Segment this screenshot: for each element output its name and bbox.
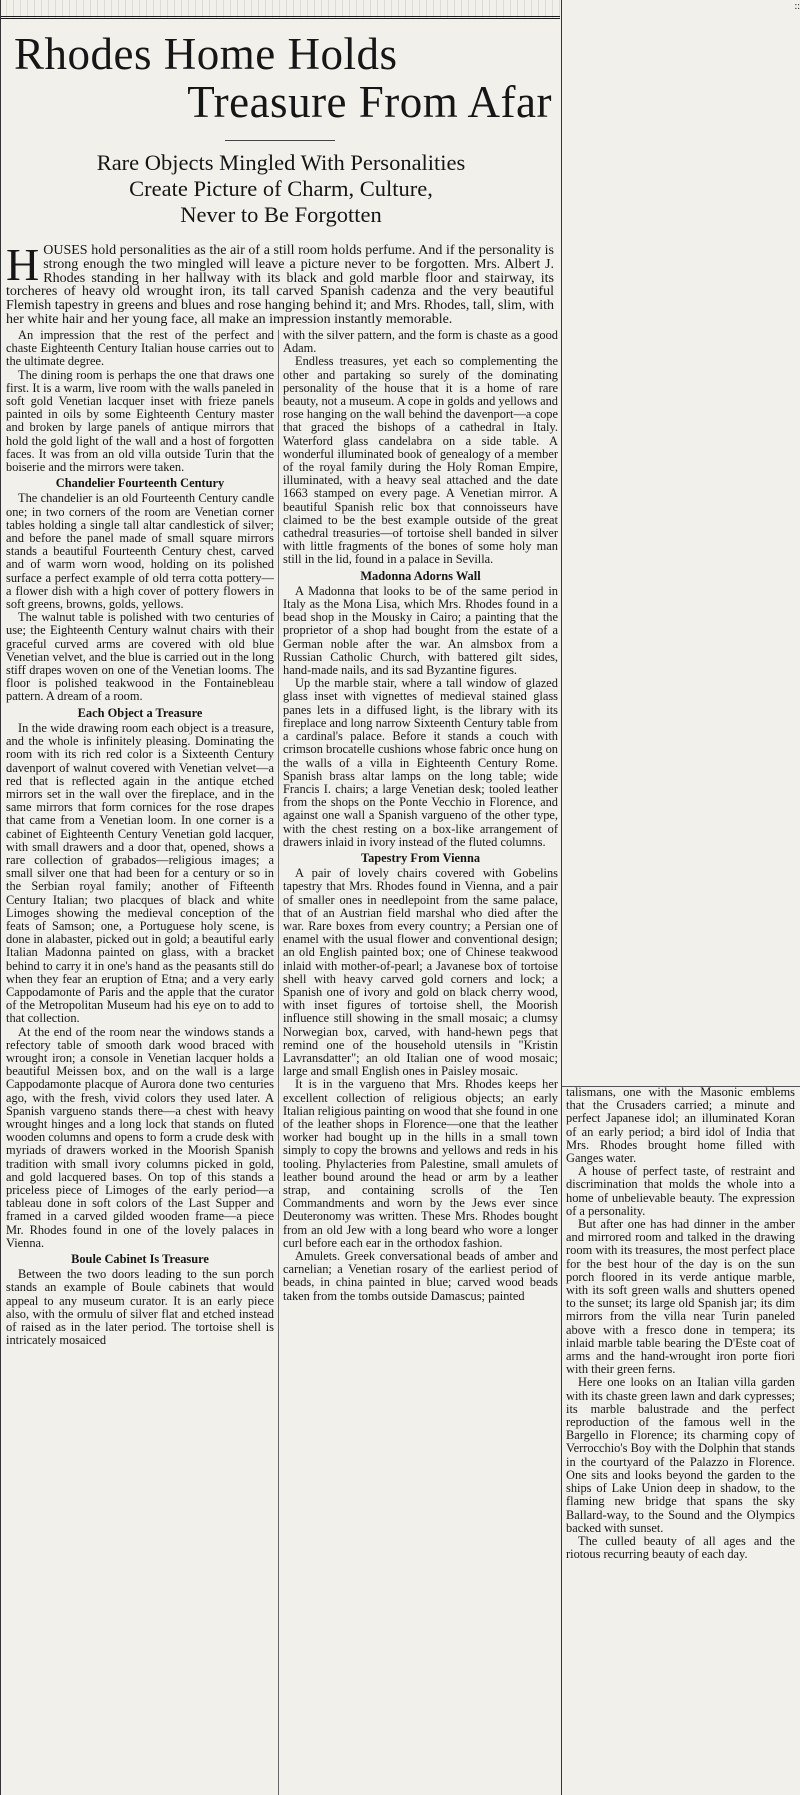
headline-line-1: Rhodes Home Holds	[14, 29, 398, 79]
section-heading: Tapestry From Vienna	[360, 850, 481, 865]
section-heading: Boule Cabinet Is Treasure	[71, 1252, 209, 1267]
paragraph: Up the marble stair, where a tall window of glazed glass inset with vignettes of medieval stained glass panes lets in a diffused light, is the library with its fireplace and long narrow Sixteenth Century table from a cardinal's palace. Before it stands a couch with crimson brocatelle cushions whose fabric once hung on the walls of a villa in Eighteenth Century Rome. Spanish brass altar lamps on the long table; wide Francis I. chairs; a large Venetian desk; tooled leather from the shops on the Ponte Vecchio in Florence, and against one wall a Spanish vargueno of the other type, with the chest resting on a box-like arrangement of drawers inlaid in ivory instead of the fluted columns.	[283, 676, 558, 849]
top-border-rule	[0, 0, 560, 19]
paragraph: with the silver pattern, and the form is chaste as a good Adam.	[283, 329, 558, 356]
deck-divider	[225, 140, 335, 141]
paragraph: Endless treasures, yet each so complementing the other and partaking so surely of the dominating personality of the house that it is a home of rare beauty, not a museum. A cope in golds and yellows and rose hanging on the wall behind the davenport—a cope that graced the bishops of a cathedral in Italy. Waterford glass candelabra on a side table. A wonderful illuminated book of genealogy of a member of the royal family during the Holy Roman Empire, illuminated, with a heavy seal attached and the date 1663 stamped on every page. A Venetian mirror. A beautiful Spanish relic box that connoisseurs have claimed to be the best example outside of the great cathedral treasuries—of tortoise shell banded in silver with little fragments of the bones of some holy man still in the lid, found in a palace in Sevilla.	[283, 354, 558, 567]
paragraph: The dining room is perhaps the one that draws one first. It is a warm, live room with the walls paneled in soft gold Venetian lacquer inset with frieze panels painted in oils by some Eighteenth Century master and broken by large panels of antique mirrors that hold the gold light of the wall and a host of forgotten faces. It was from an old villa outside Turin that the boiserie and the mirrors were taken.	[6, 367, 274, 475]
drop-cap: H	[6, 239, 40, 290]
paragraph: Amulets. Greek conversational beads of amber and carnelian; a Venetian rosary of the earliest period of beads, in china painted in blue; carved wood beads taken from the tombs outside Damascus; painted	[283, 1249, 558, 1303]
paragraph: The walnut table is polished with two centuries of use; the Eighteenth Century walnut chairs with their graceful curved arms are covered with old blue Venetian velvet, and the blue is carried out in the long stiff drapes woven on one of the Venetian looms. The floor is polished teakwood in the Fontainebleau pattern. A dream of a room.	[6, 610, 274, 704]
headline-line-2: Treasure From Afar	[187, 77, 552, 127]
subheadline-deck	[6, 150, 556, 228]
paragraph: The chandelier is an old Fourteenth Century candle one; in two corners of the room are Venetian corner tables holding a single tall altar candlestick of silver; and before the panel made of small square mirrors stands a beautiful Fourteenth Century chest, carved and of warm worn wood, holding on its polished surface a perfect example of old terra cotta pottery—a flower dish with a high cover of pottery flowers in soft greens, browns, golds, yellows.	[6, 491, 274, 612]
section-heading: Chandelier Fourteenth Century	[55, 476, 225, 491]
paragraph: Between the two doors leading to the sun porch stands an example of Boule cabinets that would appeal to any museum curator. It is an early piece also, with the ormulu of silver flat and etched instead of raised as in the later period. The tortoise shell is intricately mosaiced	[6, 1267, 274, 1348]
paragraph: Here one looks on an Italian villa garden with its chaste green lawn and dark cypresses; its marble balustrade and the perfect reproduction of the famous well in the Bargello in Florence; its charming copy of Verrocchio's Boy with the Dolphin that stands in the courtyard of the Palazzo in Florence. One sits and looks beyond the garden to the ships of Lake Union deep in shadow, to the flaming new bridge that spans the sky Ballard-way, to the Sound and the Olympics backed with sunset.	[566, 1375, 795, 1535]
paragraph: A pair of lovely chairs covered with Gobelins tapestry that Mrs. Rhodes found in Vienna, and a pair of smaller ones in needlepoint from the same palace, that of an Austrian field marshal who died after the war. Rare boxes from every country; a Persian one of enamel with the usual flower and conventional design; an old English painted box; one of Chinese teakwood inlaid with mother-of-pearl; a Javanese box of tortoise shell with heavy carved gold corners and lock; a Spanish one of ivory and gold on black cherry wood, with inset figures of tortoise shell, the Moorish influence still showing in the small mosaic; a clumsy Norwegian box, carved, with hand-hewn pegs that remind one of the household utensils in "Kristin Lavransdatter"; an old Italian one of wood mosaic; large and small English ones in Paisley mosaic.	[283, 866, 558, 1079]
paragraph: An impression that the rest of the perfect and chaste Eighteenth Century Italian house carries out to the ultimate degree.	[6, 329, 274, 369]
paragraph: A house of perfect taste, of restraint and discrimination that molds the whole into a home of unbelievable beauty. The expression of a personality.	[566, 1164, 795, 1218]
article-right-rule	[561, 0, 562, 1795]
lead-text: OUSES hold personalities as the air of a still room holds perfume. And if the personality is strong enough the two mingled will leave a picture never to be forgotten. Mrs. Albert J. Rhodes standing in her hallway with its black and gold marble floor and stairway, its torcheres of heavy old wrought iron, its tall carved Spanish cadenza and the very beautiful Flemish tapestry in greens and blues and rose hanging behind it; and Mrs. Rhodes, tall, slim, with her white hair and her young face, all make an impression instantly memorable.	[6, 243, 554, 327]
deck-line-2: Create Picture of Charm, Culture,	[129, 176, 433, 201]
paragraph: The culled beauty of all ages and the riotous recurring beauty of each day.	[566, 1533, 795, 1562]
paragraph: At the end of the room near the windows stands a refectory table of smooth dark wood braced with wrought iron; a console in Venetian lacquer holds a beautiful Meissen box, and on the wall is a large Cappodamonte placque of Aurora done two centuries ago, with the fresh, vivid colors they used later. A Spanish vargueno stands there—a chest with heavy wrought hinges and a long lock that stands on fluted wooden columns and opens to form a crude desk with myriads of drawers worked in the Moorish Spanish tradition with small ivory columns picked in gold, and gold lacquered bases. On top of this stands a priceless piece of Limoges of the early period—a tableau done in soft colors of the Last Supper and framed in a carved gilded wooden frame—a piece Mr. Rhodes found in one of the lovely palaces in Vienna.	[6, 1024, 274, 1250]
paragraph: talismans, one with the Masonic emblems that the Crusaders carried; a minute and perfect Japanese idol; an illuminated Koran of an early period; a bird idol of India that Mrs. Rhodes brought home filled with Ganges water.	[566, 1086, 795, 1166]
corner-mark: ::	[794, 1, 800, 12]
headline	[6, 30, 556, 126]
paragraph: In the wide drawing room each object is a treasure, and the whole is infinitely pleasing. Dominating the room with its rich red color is a Sixteenth Century davenport of walnut covered with Venetian velvet—a red that is reflected again in the antique etched mirrors set in the wall over the fireplace, and in the same mirrors that form cornices for the rose drapes that came from a Venetian loom. In one corner is a cabinet of Eighteenth Century Venetian gold lacquer, with small drawers and a door that, opened, shows a rare collection of grabados—religious images; a small silver one that had been for a century or so in the Serbian royal family; another of Fifteenth Century Italian; two placques of black and white Limoges showing the medieval conception of the feats of Samson; one, a Portuguese holy scene, is done in alabaster, picked out in gold; a beautiful early Italian Madonna painted on glass, with a bracket behind to carry it in one's hand as the peasants still do when they fear an eruption of Etna; and a very early Cappodamonte of Paris and the apple that the curator of the Metropolitan Museum had his eye on to add to that collection.	[6, 720, 274, 1026]
deck-line-3: Never to Be Forgotten	[180, 202, 382, 227]
paragraph: A Madonna that looks to be of the same period in Italy as the Mona Lisa, which Mrs. Rhodes found in a bead shop in the Mousky in Cairo; a painting that the proprietor of a shop had bought from the estate of a German noble after the war. An almsbox from a Russian Catholic Church, with battered gilt sides, hand-made nails, and its sad Byzantine figures.	[283, 583, 558, 678]
paragraph: It is in the vargueno that Mrs. Rhodes keeps her excellent collection of religious objects; an early Italian religious painting on wood that she found in one of the leather shops in Florence—one that the leather worker had bought up in the hills in a small town simply to copy the browns and yellows and reds in his tooling. Phylacteries from Palestine, small amulets of leather bound around the head or arm by a leather strap, and containing scrolls of the Ten Commandments and worn by the Jews ever since Deuteronomy was written. These Mrs. Rhodes bought from an old Jew with a long beard who wore a longer curl before each ear in the orthodox fashion.	[283, 1077, 558, 1250]
body-column-1	[6, 329, 274, 1795]
section-heading: Madonna Adorns Wall	[360, 568, 481, 583]
lead-paragraph	[6, 239, 554, 327]
body-column-2	[283, 329, 558, 1795]
column-divider	[278, 330, 279, 1795]
deck-line-1: Rare Objects Mingled With Personalities	[96, 150, 466, 175]
body-column-3	[566, 1086, 795, 1795]
section-heading: Each Object a Treasure	[77, 705, 203, 720]
left-column-rule	[0, 0, 1, 1795]
paragraph: But after one has had dinner in the amber and mirrored room and talked in the drawing room with its treasures, the most perfect place for the best hour of the day is on the sun porch floored in its verde antique marble, with its soft green walls and shutters opened to the sunset; its large old Spanish jar; its dim mirrors from the villa near Turin paneled above with a fresco done in tempera; its inlaid marble table bearing the D'Este coat of arms and the hand-wrought iron porte fiori with their green ferns.	[566, 1217, 795, 1377]
